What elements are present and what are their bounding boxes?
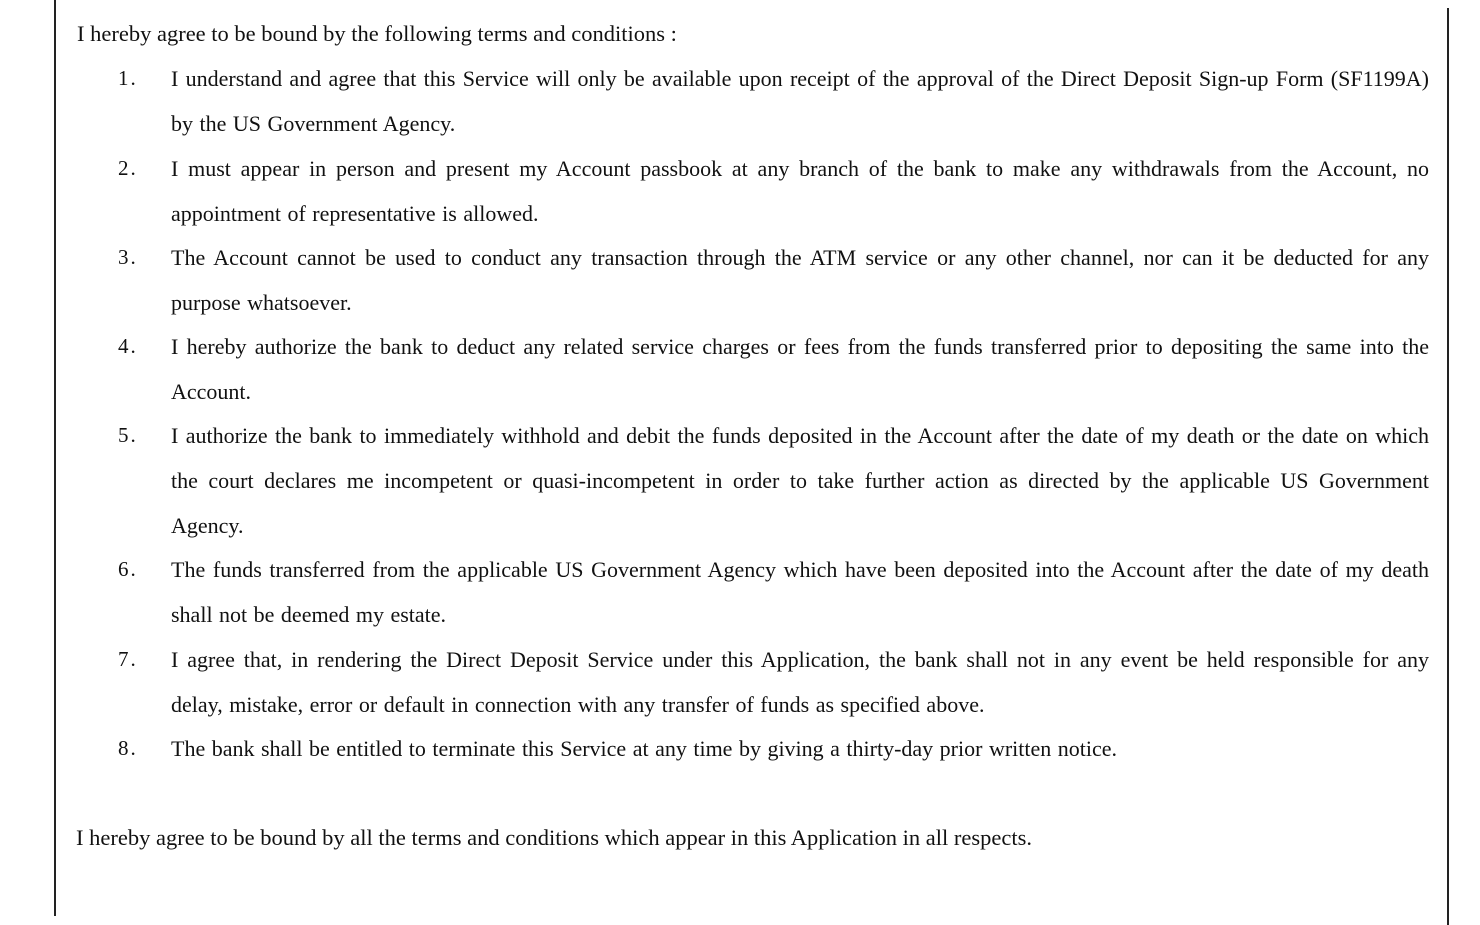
closing-statement: I hereby agree to be bound by all the terms and conditions which appear in this Application in all respects. (76, 825, 1032, 850)
term-text: I understand and agree that this Service will only be available upon receipt of the approval of the Direct Deposit Sign-up Form (SF1199A) by the US Government Agency. (171, 66, 1429, 136)
term-text: The funds transferred from the applicable US Government Agency which have been deposited into the Account after the date of my death shall not be deemed my estate. (171, 557, 1429, 627)
term-number: 6. (118, 557, 138, 581)
term-text: I must appear in person and present my Account passbook at any branch of the bank to make any withdrawals from the Account, no appointment of representative is allowed. (171, 156, 1429, 226)
term-number: 8. (118, 736, 138, 760)
term-number: 1. (118, 66, 138, 90)
left-border-line (54, 0, 56, 916)
term-text: The Account cannot be used to conduct any transaction through the ATM service or any other channel, nor can it be deducted for any purpose whatsoever. (171, 245, 1429, 315)
term-text: I hereby authorize the bank to deduct any related service charges or fees from the funds transferred prior to depositing the same into the Account. (171, 334, 1429, 404)
term-number: 5. (118, 423, 138, 447)
term-number: 2. (118, 156, 138, 180)
term-text: The bank shall be entitled to terminate this Service at any time by giving a thirty-day prior written notice. (171, 736, 1118, 761)
right-border-line (1447, 8, 1449, 925)
term-number: 7. (118, 647, 138, 671)
intro-statement: I hereby agree to be bound by the following terms and conditions : (77, 21, 677, 46)
term-text: I agree that, in rendering the Direct Deposit Service under this Application, the bank shall not in any event be held responsible for any delay, mistake, error or default in connection with any transfer of funds as specified above. (171, 647, 1429, 717)
term-number: 3. (118, 245, 138, 269)
term-number: 4. (118, 334, 138, 358)
term-text: I authorize the bank to immediately withhold and debit the funds deposited in the Account after the date of my death or the date on which the court declares me incompetent or quasi-incompetent in order to take further action as directed by the applicable US Government Agency. (171, 423, 1429, 538)
